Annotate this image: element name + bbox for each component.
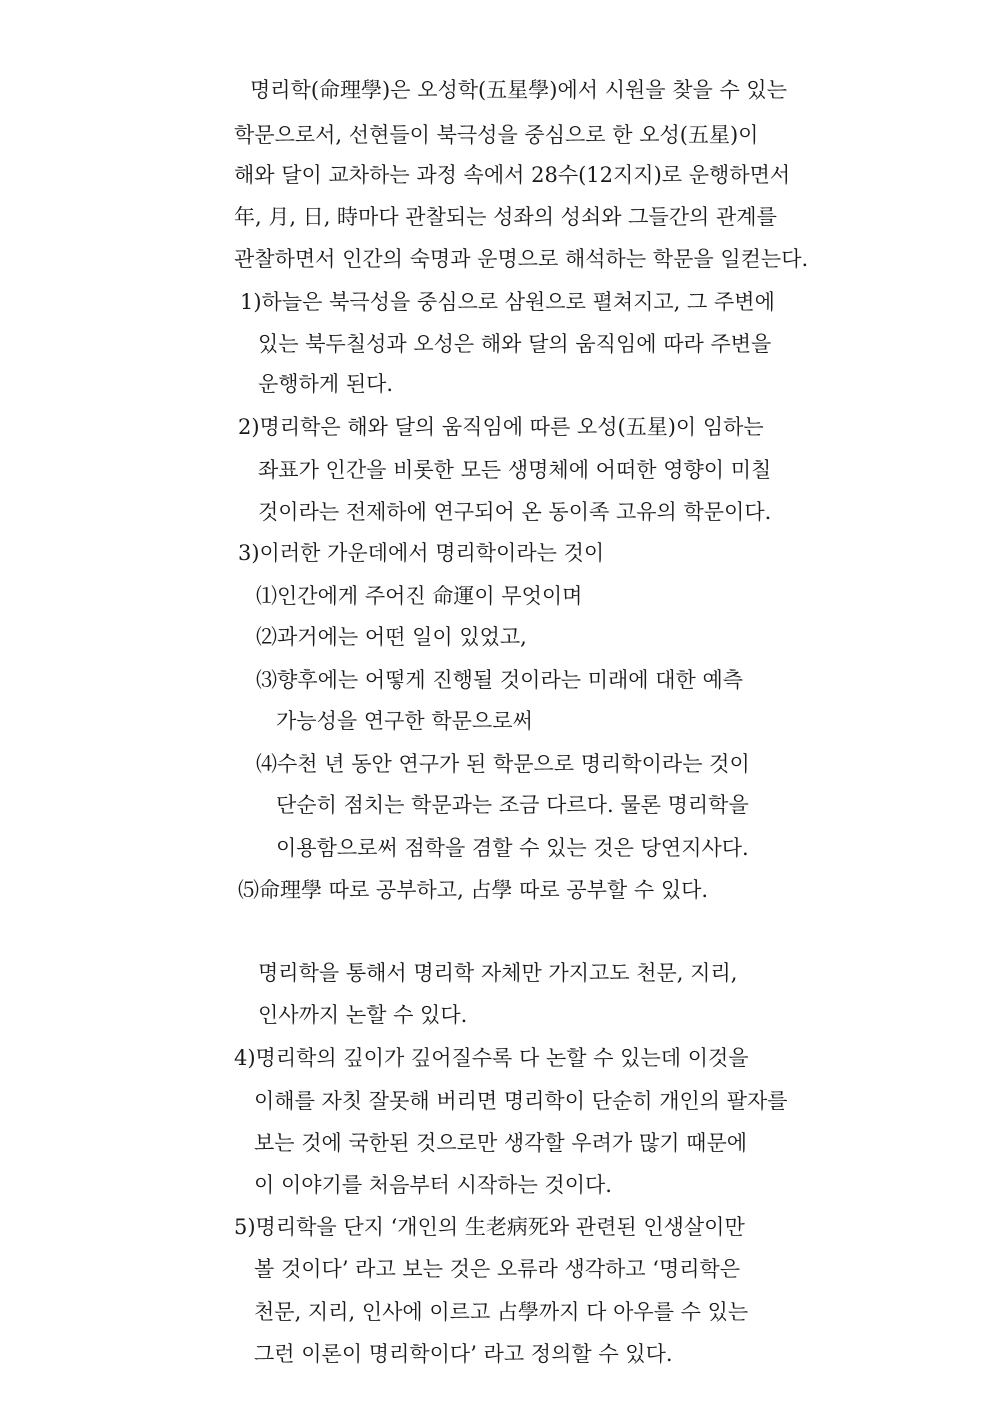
point-3-sub-2: ⑵과거에는 어떤 일이 있었고, (256, 625, 527, 649)
point-2-line-2: 좌표가 인간을 비롯한 모든 생명체에 어떠한 영향이 미칠 (258, 458, 772, 482)
point-4-line-2: 이해를 자칫 잘못해 버리면 명리학이 단순히 개인의 팔자를 (254, 1089, 788, 1113)
point-4-line-3: 보는 것에 국한된 것으로만 생각할 우려가 많기 때문에 (254, 1131, 748, 1155)
point-2-line-3: 것이라는 전제하에 연구되어 온 동이족 고유의 학문이다. (258, 500, 772, 524)
point-5-line-2: 볼 것이다’ 라고 보는 것은 오류라 생각하고 ‘명리학은 (254, 1257, 741, 1281)
intro-line-4: 年, 月, 日, 時마다 관찰되는 성좌의 성쇠와 그들간의 관계를 (234, 205, 777, 229)
intro-line-1: 명리학(命理學)은 오성학(五星學)에서 시원을 찾을 수 있는 (250, 78, 788, 102)
point-1-line-2: 있는 북두칠성과 오성은 해와 달의 움직임에 따라 주변을 (258, 332, 772, 356)
intro-line-3: 해와 달이 교차하는 과정 속에서 28수(12지지)로 운행하면서 (234, 163, 791, 187)
point-3-sub-1: ⑴인간에게 주어진 命運이 무엇이며 (256, 584, 583, 608)
point-4-line-4: 이 이야기를 처음부터 시작하는 것이다. (254, 1173, 612, 1197)
point-3-sub-3-line-1: ⑶향후에는 어떻게 진행될 것이라는 미래에 대한 예측 (256, 668, 744, 692)
point-3-sub-4-line-3: 이용함으로써 점학을 겸할 수 있는 것은 당연지사다. (276, 836, 749, 860)
point-3-sub-3-line-2: 가능성을 연구한 학문으로써 (276, 709, 533, 733)
point-4-line-1: 4)명리학의 깊이가 깊어질수록 다 논할 수 있는데 이것을 (234, 1046, 749, 1070)
point-3-sub-4-line-1: ⑷수천 년 동안 연구가 된 학문으로 명리학이라는 것이 (256, 752, 750, 776)
point-1-line-3: 운행하게 된다. (258, 372, 394, 396)
intro-line-2: 학문으로서, 선현들이 북극성을 중심으로 한 오성(五星)이 (234, 123, 759, 147)
point-3-sub-4-line-2: 단순히 점치는 학문과는 조금 다르다. 물론 명리학을 (276, 793, 749, 817)
summary-line-2: 인사까지 논할 수 있다. (258, 1003, 468, 1027)
point-3-lead: 3)이러한 가운데에서 명리학이라는 것이 (238, 541, 605, 565)
point-1-line-1: 1)하늘은 북극성을 중심으로 삼원으로 펼쳐지고, 그 주변에 (240, 290, 775, 314)
point-5-line-4: 그런 이론이 명리학이다’ 라고 정의할 수 있다. (254, 1342, 673, 1366)
point-5-line-1: 5)명리학을 단지 ‘개인의 生老病死와 관련된 인생살이만 (234, 1215, 745, 1239)
summary-line-1: 명리학을 통해서 명리학 자체만 가지고도 천문, 지리, (258, 961, 738, 985)
point-3-sub-5: ⑸命理學 따로 공부하고, 占學 따로 공부할 수 있다. (238, 878, 709, 902)
point-5-line-3: 천문, 지리, 인사에 이르고 占學까지 다 아우를 수 있는 (254, 1300, 749, 1324)
intro-line-5: 관찰하면서 인간의 숙명과 운명으로 해석하는 학문을 일컫는다. (234, 247, 809, 271)
point-2-line-1: 2)명리학은 해와 달의 움직임에 따른 오성(五星)이 임하는 (238, 415, 764, 439)
